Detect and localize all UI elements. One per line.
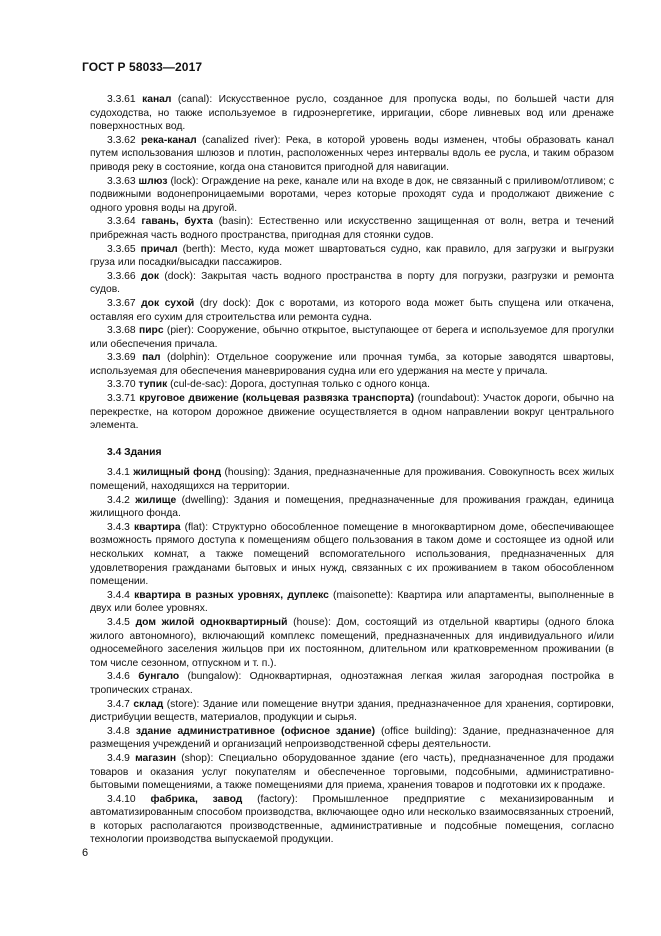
term-number: 3.3.62 [107, 134, 136, 146]
term-english: (pier) [166, 325, 191, 337]
term-entry [90, 93, 614, 134]
term-number: 3.3.63 [107, 175, 136, 187]
term-name: склад [133, 698, 164, 710]
term-number: 3.4.2 [107, 494, 130, 506]
term-entry [90, 134, 614, 175]
term-number: 3.3.71 [107, 393, 136, 405]
term-definition: : Искусственное русло, созданное для пропуска воды, по большей части для судоходства, но также используемое в гидроэнергетике, ирригации, сборе ливневых вод или дренаже поверхностных вод. [90, 94, 614, 133]
term-english: (canal) [177, 94, 210, 105]
term-english: (maisonette) [333, 589, 391, 601]
term-number: 3.3.66 [107, 270, 136, 282]
term-number: 3.3.68 [107, 325, 136, 337]
term-name: тупик [138, 379, 168, 391]
term-entry [90, 392, 614, 433]
term-number: 3.4.10 [107, 793, 136, 805]
term-name: бунгало [138, 671, 180, 683]
term-name: причал [140, 243, 178, 255]
term-entry [90, 752, 614, 793]
term-english: (dwelling) [181, 494, 226, 506]
term-definition: : Дом, состоящий из отдельной квартиры (одного блока жилого автономного), включающий комплекс помещений, предназначенных для индивидуального и/или односемейного заселения жильцов при их постоянном, длительном или кратковременном проживании (в том числе сезонном, отпускном и т. п.). [90, 616, 614, 669]
term-name: река-канал [140, 134, 197, 146]
term-name: магазин [135, 752, 177, 764]
term-number: 3.3.69 [107, 352, 136, 364]
term-english: (house) [293, 616, 329, 628]
term-entry [90, 215, 614, 242]
term-number: 3.4.4 [107, 589, 130, 601]
term-english: (canalized river) [201, 134, 278, 146]
term-definition: : Закрытая часть водного пространства в порту для погрузки, разгрузки и ремонта судов. [90, 270, 614, 296]
term-english: (dock) [164, 270, 193, 282]
term-name: жилищный фонд [133, 467, 222, 479]
term-definition: : Река, в которой уровень воды изменен, чтобы образовать канал путем использования шлюзов и плотин, расположенных через интервалы вдоль ее русла, и таким образом приводя реку в состояние, когда она становится пригодной для навигации. [90, 134, 614, 173]
term-name: гавань, бухта [141, 216, 213, 228]
term-english: (basin) [218, 216, 251, 228]
term-definition: : Док с воротами, из которого вода может быть спущена или откачена, оставляя его сухим для строительства или ремонта судна. [90, 297, 614, 323]
term-entry [90, 616, 614, 670]
term-entry [90, 521, 614, 589]
term-name: дом жилой одноквартирный [135, 616, 288, 628]
term-english: (factory) [257, 793, 295, 805]
term-english: (roundabout) [417, 393, 477, 405]
term-entry [90, 175, 614, 216]
term-definition: : Квартира или апартаменты, выполненные в двух или более уровнях. [90, 589, 614, 615]
term-name: пирс [138, 325, 164, 337]
term-name: пал [142, 352, 161, 364]
term-english: (shop) [181, 752, 211, 764]
term-name: круговое движение (кольцевая развязка транспорта) [139, 393, 415, 405]
term-entry [90, 297, 614, 324]
term-definition: : Одноквартирная, одноэтажная легкая жилая загородная постройка в тропических странах. [90, 671, 614, 696]
term-entry [90, 243, 614, 270]
term-name: жилище [135, 494, 177, 506]
term-definition: : Ограждение на реке, канале или на входе в док, не связанный с приливом/отливом; с подвижными водонепроницаемыми воротами, через которые проходят суда и продолжают движение с одного уровня воды на другой. [90, 175, 614, 214]
document-body [90, 93, 614, 847]
term-entry [90, 698, 614, 725]
terms-3-4-list [90, 466, 614, 847]
term-number: 3.4.1 [107, 467, 130, 479]
term-entry [90, 324, 614, 351]
term-english: (housing) [224, 467, 268, 479]
term-entry [90, 351, 614, 378]
term-definition: : Отдельное сооружение или прочная тумба, за которые заводятся швартовы, используемая для обеспечения маневрирования судна или его удержания на месте у причала. [90, 352, 614, 377]
term-name: док [141, 270, 159, 282]
terms-3-3-list [90, 93, 614, 433]
term-name: фабрика, завод [150, 793, 243, 805]
term-definition: : Место, куда может швартоваться судно, как правило, для загрузки и выгрузки груза или посадки/высадки пассажиров. [90, 243, 614, 269]
document-header: ГОСТ Р 58033—2017 [82, 60, 203, 74]
term-english: (cul-de-sac) [170, 379, 225, 391]
term-name: здание административное (офисное здание) [135, 725, 376, 737]
page-number: 6 [82, 847, 89, 859]
term-number: 3.3.61 [107, 94, 136, 105]
term-name: шлюз [138, 175, 168, 187]
term-definition: : Здания и помещения, предназначенные для проживания граждан, единица жилищного фонда. [90, 494, 614, 520]
term-name: канал [142, 94, 172, 105]
term-entry [90, 670, 614, 697]
term-number: 3.4.8 [107, 725, 130, 737]
term-definition: : Здание, предназначенное для размещения учреждений и организаций непроизводственной сферы деятельности. [90, 725, 614, 751]
section-heading: 3.4 Здания [107, 446, 162, 458]
term-name: док сухой [141, 297, 195, 309]
term-number: 3.3.64 [107, 216, 136, 228]
term-number: 3.4.7 [107, 698, 130, 710]
term-english: (berth) [182, 243, 213, 255]
term-number: 3.4.6 [107, 671, 130, 683]
term-definition: : Естественно или искусственно защищенная от волн, ветра и течений прибрежная часть водного пространства, пригодная для стоянки судов. [90, 216, 614, 241]
term-definition: : Участок дороги, обычно на перекрестке, на котором дорожное движение осуществляется в одном направлении вокруг центрального элемента. [90, 393, 614, 432]
term-name: квартира в разных уровнях, дуплекс [134, 589, 329, 601]
term-english: (dry dock) [199, 297, 249, 309]
term-entry [90, 589, 614, 616]
term-entry [90, 270, 614, 297]
term-english: (store) [166, 698, 197, 710]
term-english: (dolphin) [166, 352, 208, 364]
term-english: (bungalow) [187, 671, 239, 683]
term-number: 3.3.70 [107, 379, 136, 391]
term-entry [90, 725, 614, 752]
term-number: 3.3.65 [107, 243, 136, 255]
term-number: 3.4.9 [107, 752, 130, 764]
term-definition: : Здания, предназначенные для проживания. Совокупность всех жилых помещений, находящихся на территории. [90, 467, 614, 493]
term-english: (lock) [170, 175, 196, 187]
term-entry [90, 378, 614, 392]
term-definition: : Сооружение, обычно открытое, выступающее от берега и используемое для прогулки или обеспечения причала. [90, 325, 614, 350]
term-english: (flat) [184, 521, 206, 533]
term-english: (office building) [380, 725, 454, 737]
term-definition: : Здание или помещение внутри здания, предназначенное для хранения, сортировки, дистрибуции веществ, материалов, продукции и сырья. [90, 698, 614, 724]
term-entry [90, 793, 614, 847]
term-definition: : Промышленное предприятие с механизированным и автоматизированным способом производства, включающее одно или несколько взаимосвязанных строений, в которых располагаются производственные, административные и подсобные помещения, согласно технологии производства выпускаемой продукции. [90, 793, 614, 846]
term-number: 3.4.5 [107, 616, 130, 628]
term-entry [90, 466, 614, 493]
term-definition: : Дорога, доступная только с одного конца. [224, 379, 430, 391]
term-number: 3.4.3 [107, 521, 130, 533]
term-definition: : Специально оборудованное здание (его часть), предназначенное для продажи товаров и оказания услуг покупателям и обеспеченное торговыми, подсобными, административно-бытовыми помещениями, а также помещениями для приема, хранения товаров и подготовки их к продаже. [90, 752, 614, 792]
term-definition: : Структурно обособленное помещение в многоквартирном доме, обеспечивающее возможность прямого доступа к помещениям общего пользования в таком доме и состоящее из одной или нескольких комнат, а также помещений вспомогательного использования, предназначенных для удовлетворения гражданами бытовых и иных нужд, связанных с их проживанием в таком обособленном помещении. [90, 521, 614, 588]
term-number: 3.3.67 [107, 297, 136, 309]
term-entry [90, 494, 614, 521]
term-name: квартира [133, 521, 181, 533]
